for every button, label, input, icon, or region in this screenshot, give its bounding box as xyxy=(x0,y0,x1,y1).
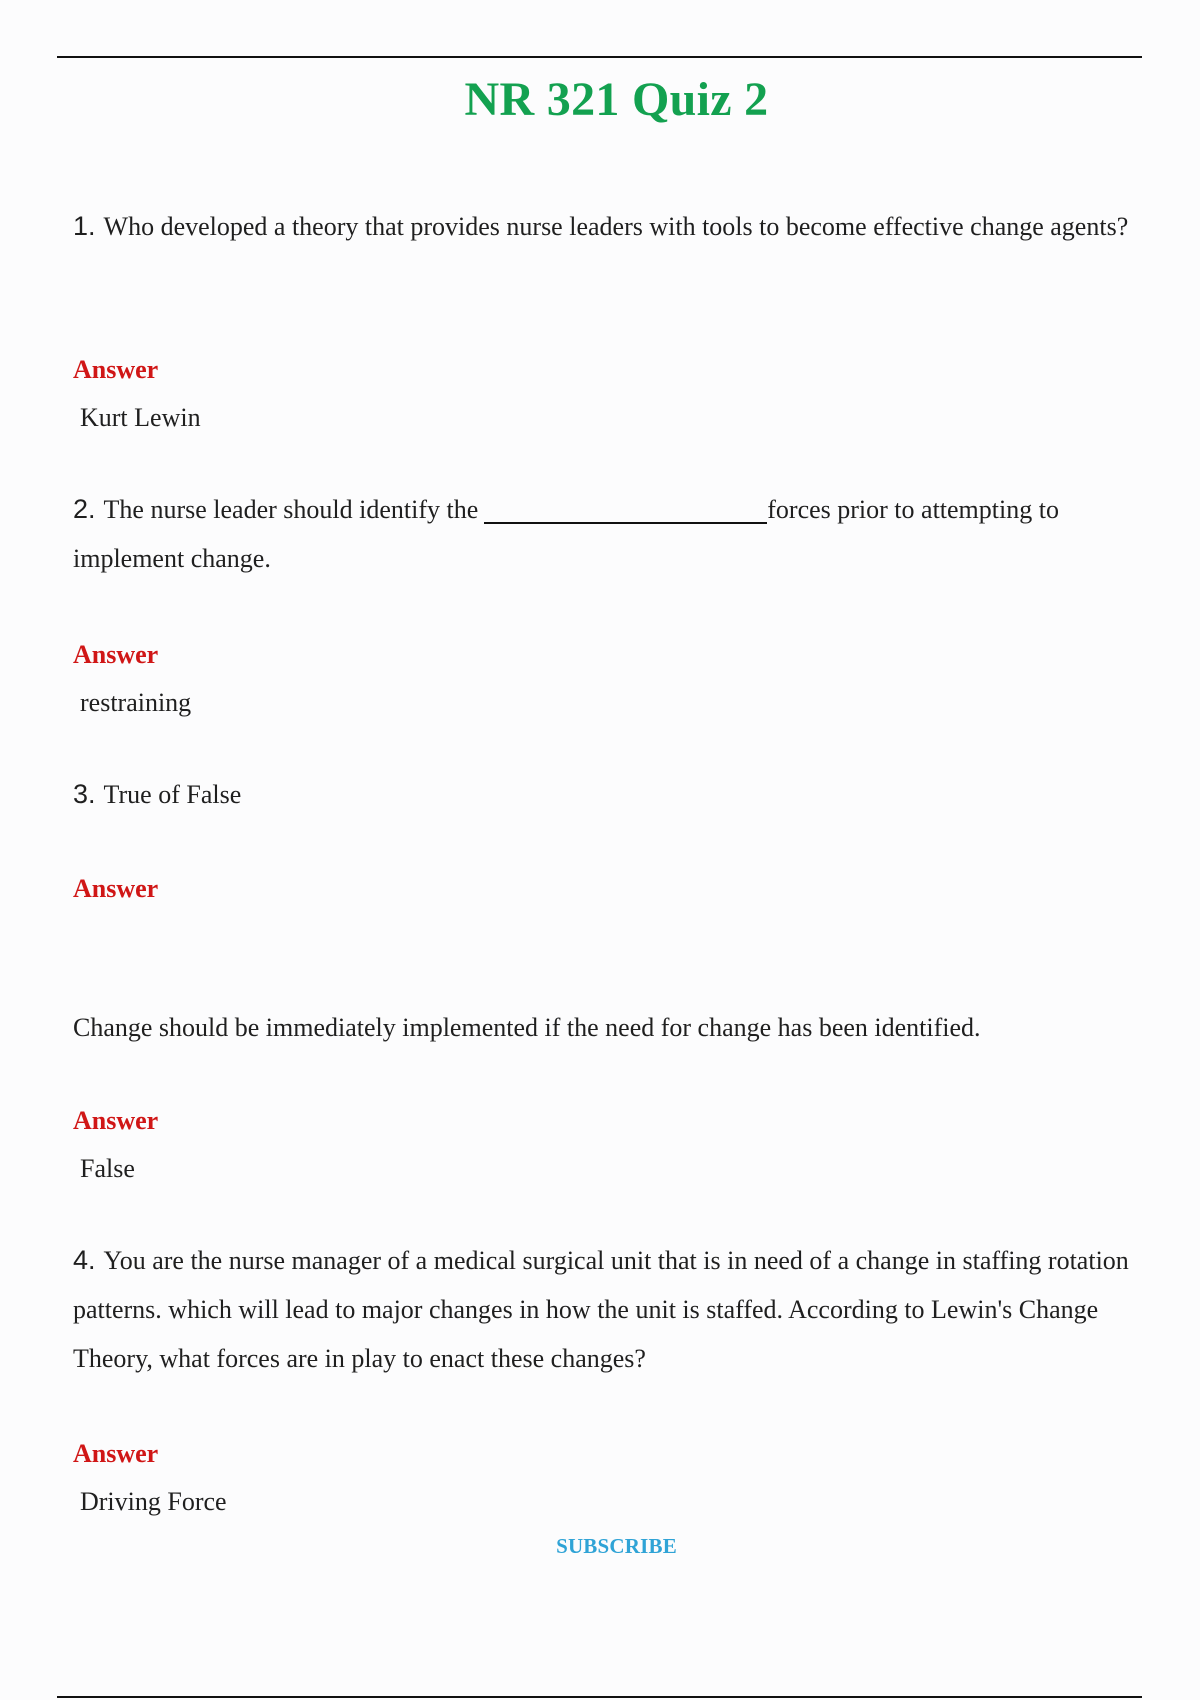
subscribe-link[interactable]: SUBSCRIBE xyxy=(556,1534,677,1558)
statement-text: Change should be immediately implemented if the need for change has been identified. xyxy=(73,1013,981,1042)
question-text-after: forces prior to attempting to implement change. xyxy=(73,495,1059,573)
fill-in-blank xyxy=(484,494,767,524)
question-number: 2. xyxy=(73,494,96,524)
answer-text: Kurt Lewin xyxy=(80,403,201,432)
question-number: 1. xyxy=(73,211,96,241)
question-1 xyxy=(73,202,1143,251)
question-4 xyxy=(73,1236,1143,1383)
answer-label: Answer xyxy=(73,1439,159,1468)
question-text-before: The nurse leader should identify the xyxy=(103,495,479,524)
answer-label: Answer xyxy=(73,874,159,903)
answer-text: restraining xyxy=(80,688,192,717)
answer-text: Driving Force xyxy=(80,1487,227,1516)
question-text: True of False xyxy=(103,780,242,809)
page-title: NR 321 Quiz 2 xyxy=(464,73,769,126)
question-text: Who developed a theory that provides nurse leaders with tools to become effective change agents? xyxy=(103,212,1129,241)
answer-label: Answer xyxy=(73,640,159,669)
question-number: 3. xyxy=(73,779,96,809)
question-text: You are the nurse manager of a medical surgical unit that is in need of a change in staffing rotation patterns. which will lead to major changes in how the unit is staffed. According to Lewin's Change Theory, what forces are in play to enact these changes? xyxy=(73,1246,1129,1373)
question-3 xyxy=(73,770,1143,819)
question-number: 4. xyxy=(73,1245,96,1275)
question-2 xyxy=(73,485,1143,583)
answer-label: Answer xyxy=(73,355,159,384)
answer-text: False xyxy=(80,1154,135,1183)
bottom-rule xyxy=(57,1696,1142,1698)
answer-label: Answer xyxy=(73,1106,159,1135)
top-rule xyxy=(57,56,1142,58)
